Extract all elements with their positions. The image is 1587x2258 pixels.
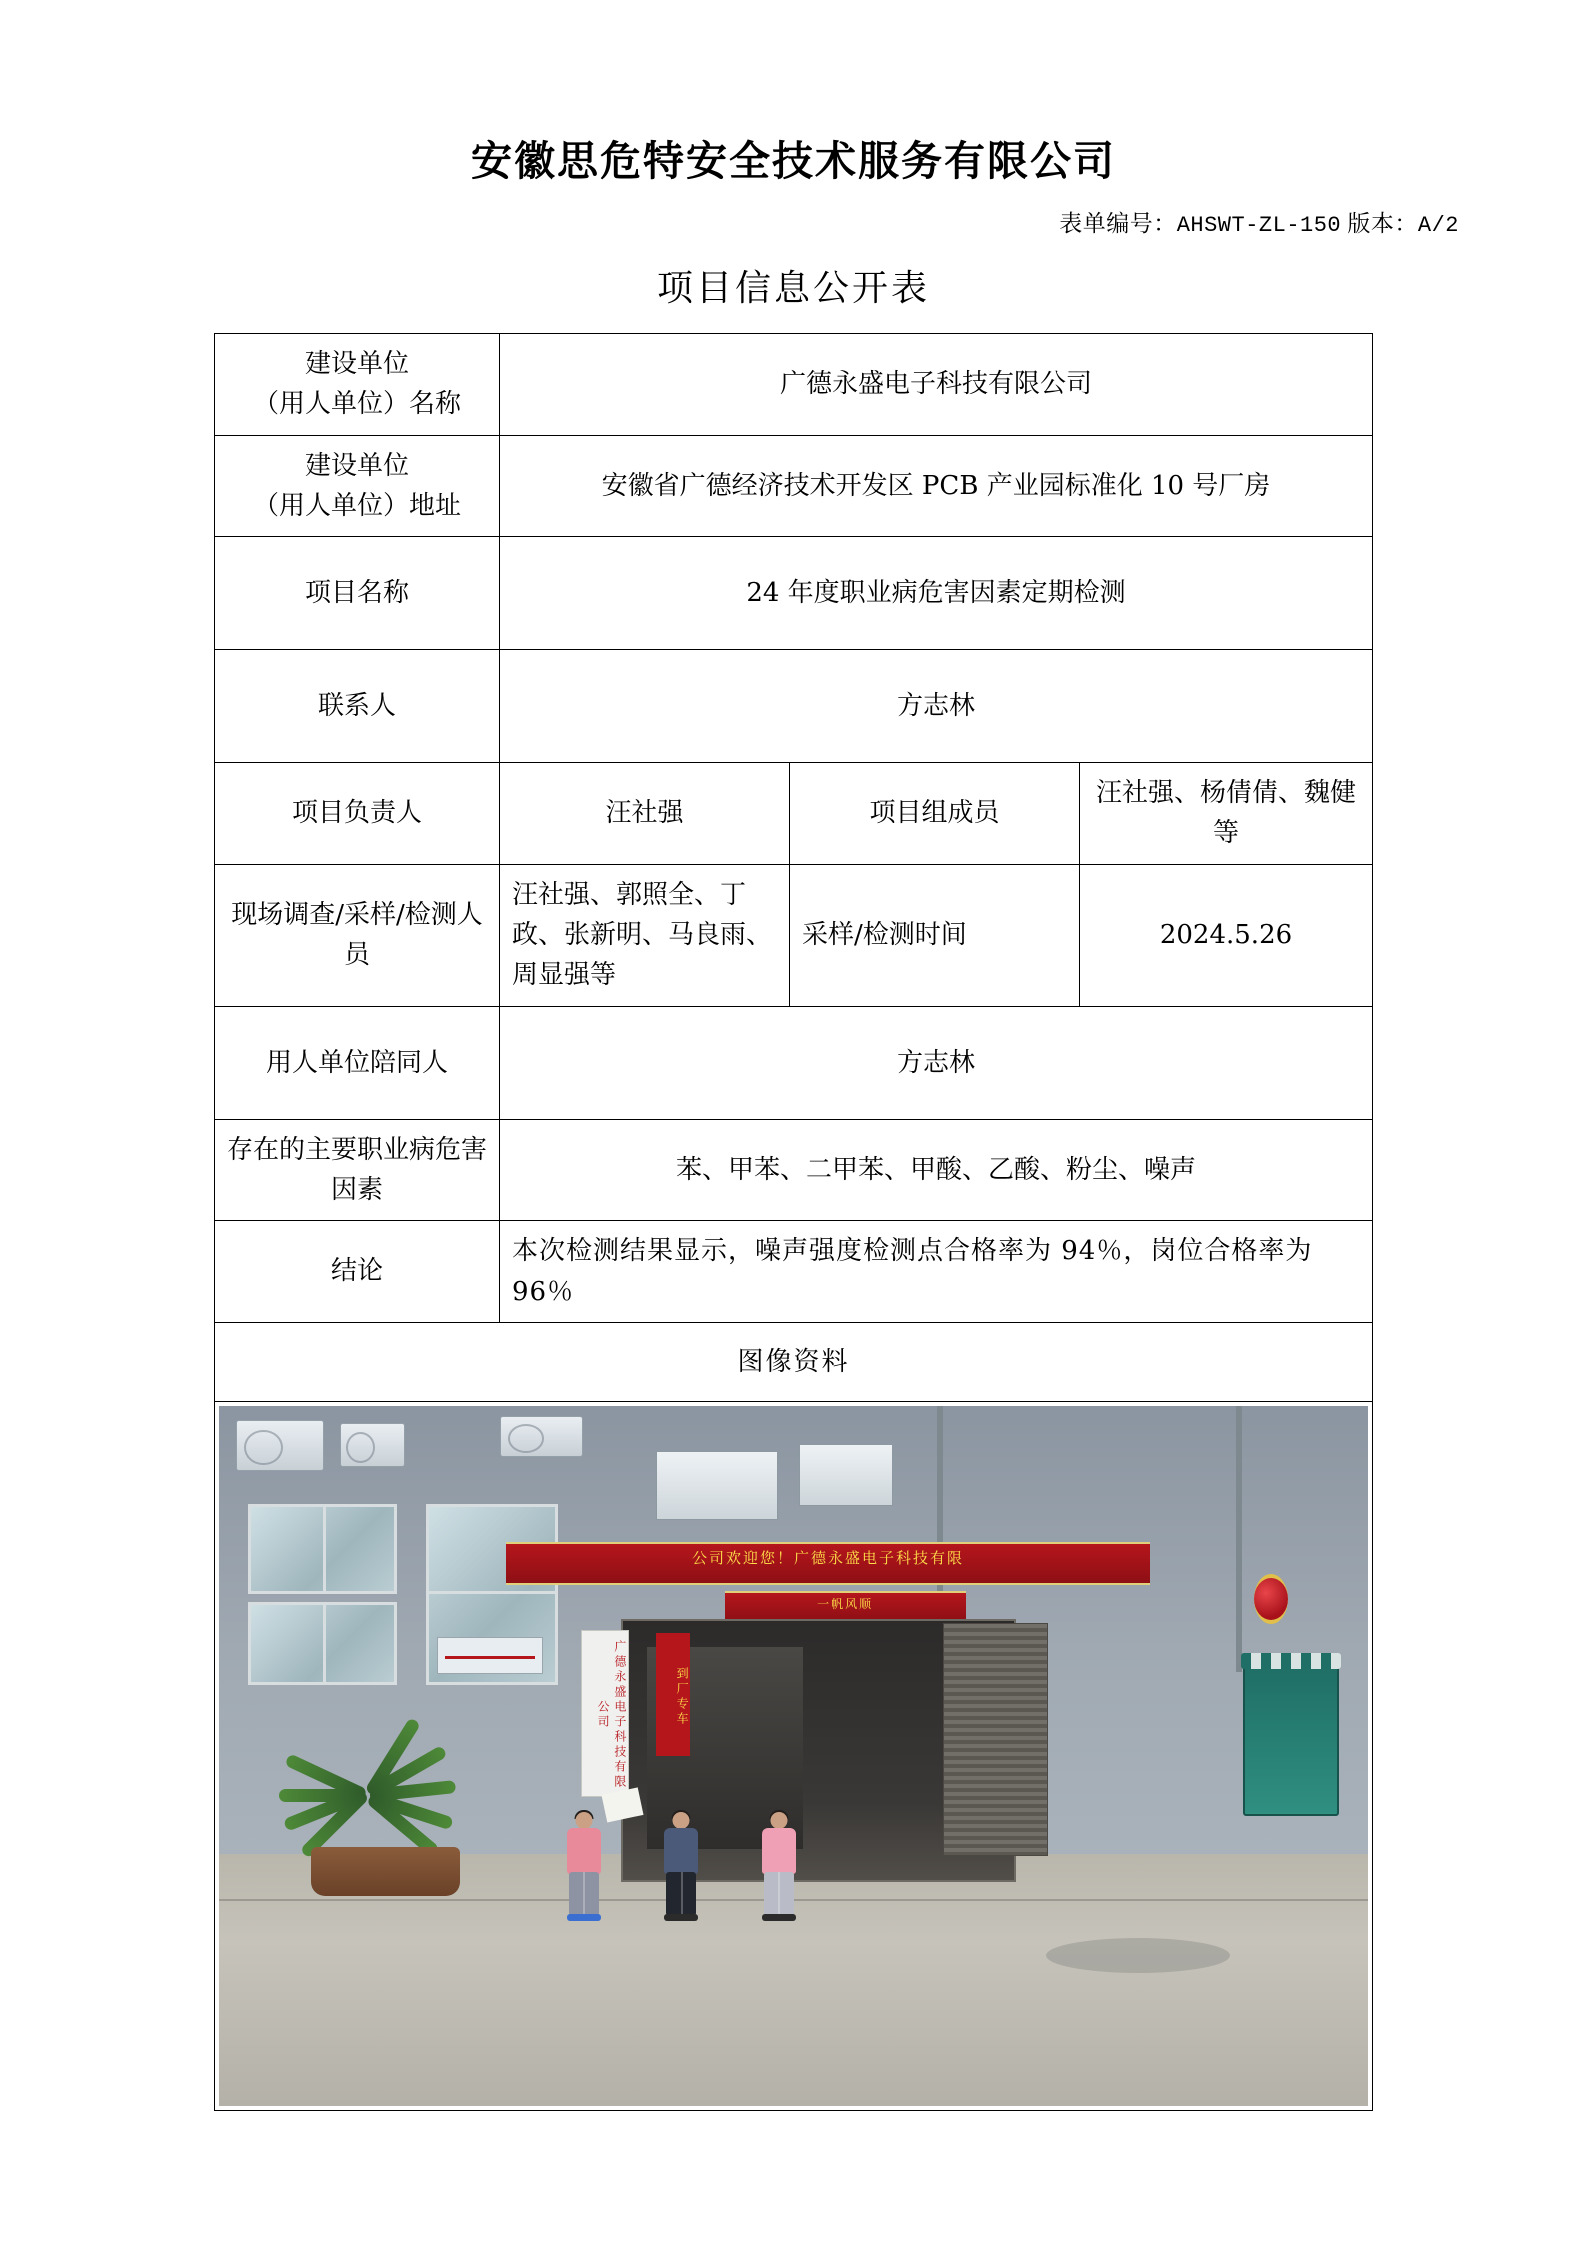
row-value-company-address: 安徽省广德经济技术开发区 PCB 产业园标准化 10 号厂房 bbox=[499, 435, 1372, 537]
table-row bbox=[214, 763, 1372, 865]
row-value-team-members: 汪社强、杨倩倩、魏健等 bbox=[1079, 763, 1372, 865]
small-red-banner: 一帆风顺 bbox=[725, 1591, 966, 1623]
person-legs bbox=[569, 1872, 599, 1916]
person-legs bbox=[764, 1872, 794, 1916]
table-row bbox=[214, 864, 1372, 1006]
form-subtitle: 项目信息公开表 bbox=[656, 268, 930, 309]
roll-shutter-right bbox=[943, 1623, 1048, 1856]
row-value-company-name: 广德永盛电子科技有限公司 bbox=[499, 334, 1372, 436]
row-label-project-leader: 项目负责人 bbox=[214, 763, 499, 865]
project-info-table bbox=[214, 333, 1373, 2111]
row-label-hazards: 存在的主要职业病危害因素 bbox=[214, 1119, 499, 1221]
ground-wet-patch bbox=[1046, 1938, 1230, 1973]
row-label-survey-staff: 现场调查/采样/检测人员 bbox=[214, 864, 499, 1006]
row-label-project-name: 项目名称 bbox=[214, 537, 499, 650]
row-value-survey-staff: 汪社强、郭照全、丁政、张新明、马良雨、周显强等 bbox=[499, 864, 789, 1006]
table-row-conclusion bbox=[214, 1221, 1372, 1323]
drain-pipe bbox=[1236, 1406, 1242, 1672]
photo-cell bbox=[214, 1401, 1372, 2110]
label-line-1: 建设单位 bbox=[304, 450, 409, 481]
table-row bbox=[214, 1006, 1372, 1119]
person-shoes bbox=[567, 1914, 601, 1921]
person-shoes bbox=[664, 1914, 698, 1921]
version-value: A/2 bbox=[1417, 213, 1459, 238]
person-legs bbox=[666, 1872, 696, 1916]
led-welcome-banner: 公司欢迎您！广德永盛电子科技有限 bbox=[506, 1542, 1149, 1585]
table-row-photo bbox=[214, 1401, 1372, 2110]
person-left bbox=[564, 1812, 604, 1924]
air-conditioner-unit bbox=[656, 1451, 779, 1520]
label-line-2: （用人单位）名称 bbox=[252, 389, 461, 420]
document-page bbox=[0, 128, 1587, 2258]
wall-notice-board bbox=[437, 1637, 542, 1674]
vending-machine bbox=[1243, 1665, 1339, 1816]
person-shoes bbox=[762, 1914, 796, 1921]
table-row-image-header bbox=[214, 1322, 1372, 1401]
row-value-sampling-time: 2024.5.26 bbox=[1079, 864, 1372, 1006]
person-torso bbox=[664, 1828, 698, 1874]
vertical-company-sign: 广德永盛电子科技有限公司 bbox=[581, 1630, 629, 1797]
person-head bbox=[575, 1812, 592, 1829]
table-row bbox=[214, 334, 1372, 436]
row-label-conclusion: 结论 bbox=[214, 1221, 499, 1323]
person-torso bbox=[762, 1828, 796, 1874]
row-label-team-members: 项目组成员 bbox=[789, 763, 1079, 865]
row-value-hazards: 苯、甲苯、二甲苯、甲酸、乙酸、粉尘、噪声 bbox=[499, 1119, 1372, 1221]
row-value-project-leader: 汪社强 bbox=[499, 763, 789, 865]
version-label: 版本： bbox=[1341, 211, 1418, 236]
table-row bbox=[214, 435, 1372, 537]
row-label-company-address bbox=[214, 435, 499, 537]
row-label-company-name bbox=[214, 334, 499, 436]
air-conditioner-unit bbox=[799, 1444, 893, 1506]
person-torso bbox=[567, 1828, 601, 1874]
label-line-1: 建设单位 bbox=[304, 349, 409, 379]
red-lantern bbox=[1254, 1574, 1288, 1624]
red-vertical-strip: 到厂专车 bbox=[656, 1633, 690, 1756]
building-window bbox=[248, 1504, 398, 1594]
air-conditioner-unit bbox=[236, 1420, 324, 1471]
table-row bbox=[214, 537, 1372, 650]
label-line-2: （用人单位）地址 bbox=[252, 490, 461, 521]
table-row bbox=[214, 650, 1372, 763]
person-head bbox=[673, 1812, 690, 1829]
person-right bbox=[759, 1812, 799, 1924]
row-value-conclusion: 本次检测结果显示，噪声强度检测点合格率为 94％，岗位合格率为 96％ bbox=[499, 1221, 1372, 1323]
form-code-label: 表单编号： bbox=[1059, 211, 1177, 236]
flower-pot bbox=[311, 1847, 460, 1896]
image-section-label: 图像资料 bbox=[214, 1322, 1372, 1401]
table-row bbox=[214, 1119, 1372, 1221]
person-middle bbox=[661, 1812, 701, 1924]
awning bbox=[1241, 1653, 1341, 1669]
site-photo bbox=[219, 1406, 1368, 2106]
row-label-contact: 联系人 bbox=[214, 650, 499, 763]
form-code-line bbox=[0, 205, 1587, 238]
row-label-accompany: 用人单位陪同人 bbox=[214, 1006, 499, 1119]
air-conditioner-unit bbox=[340, 1423, 405, 1467]
person-head bbox=[771, 1812, 788, 1829]
building-window bbox=[248, 1602, 398, 1685]
form-code-value: AHSWT-ZL-150 bbox=[1176, 213, 1342, 238]
row-value-contact: 方志林 bbox=[499, 650, 1372, 763]
air-conditioner-unit bbox=[500, 1416, 582, 1457]
row-label-sampling-time: 采样/检测时间 bbox=[789, 864, 1079, 1006]
page-title: 安徽思危特安全技术服务有限公司 bbox=[471, 137, 1116, 185]
potted-palm bbox=[253, 1742, 506, 1854]
row-value-accompany: 方志林 bbox=[499, 1006, 1372, 1119]
row-value-project-name: 24 年度职业病危害因素定期检测 bbox=[499, 537, 1372, 650]
